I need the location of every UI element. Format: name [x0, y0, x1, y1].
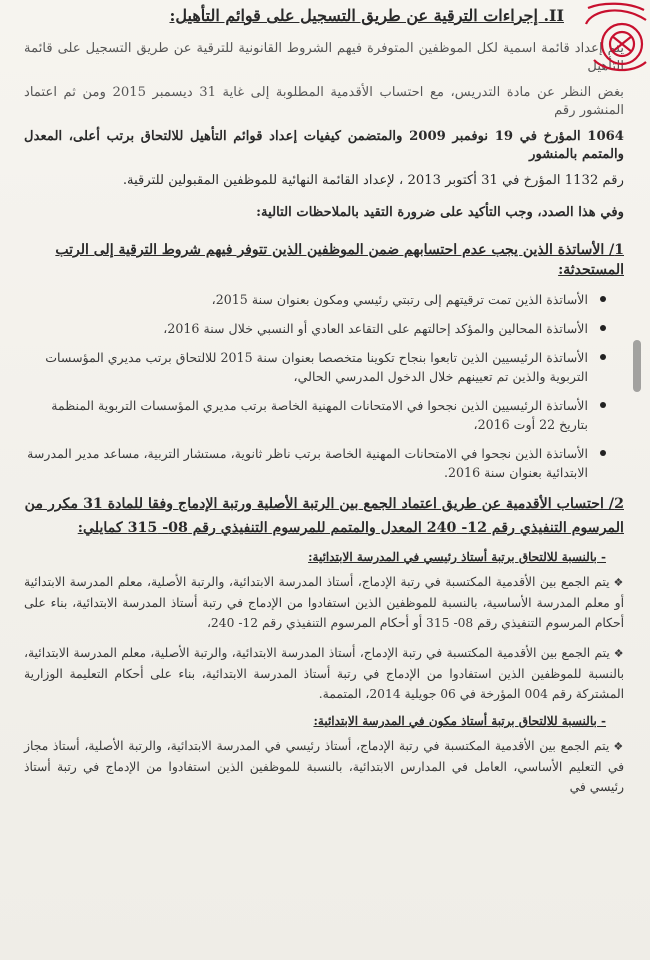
paragraph-text: يتم الجمع بين الأقدمية المكتسبة في رتبة الإدماج، أستاذ رئيسي في المدرسة الابتدائية، والرتبة الأصلية، أستاذ مجاز في التعليم الأساسي، العامل في المدارس الابتدائية، بالنسبة للموظفين الذين استفادوا من الإدماج في رتبة أستاذ رئيسي في: [24, 739, 624, 794]
note-line: وفي هذا الصدد، وجب التأكيد على ضرورة التقيد بالملاحظات التالية:: [256, 205, 624, 220]
list-item: [24, 348, 606, 386]
intro-line: يتم إعداد قائمة اسمية لكل الموظفين المتوفرة فيهم الشروط القانونية للترقية عن طريق التسجيل على قائمة التأهيل: [24, 41, 624, 74]
diamond-bullet-icon: ❖: [613, 576, 624, 589]
list-item: [24, 290, 606, 309]
section1-title: 1/ الأساتذة الذين يجب عدم احتسابهم ضمن الموظفين الذين تتوفر فيهم شروط الترقية إلى الرتب المستحدثة:: [55, 242, 624, 278]
list-item: [24, 396, 606, 434]
scrollbar-thumb[interactable]: [633, 340, 641, 392]
list-item: [24, 444, 606, 482]
bullet-dot-icon: [600, 354, 606, 360]
list-item-text: الأساتذة الذين تمت ترقيتهم إلى رتبتي رئيسي ومكون بعنوان سنة 2015،: [211, 292, 588, 307]
list-item-text: الأساتذة الذين نجحوا في الامتحانات المهنية الخاصة برتب ناظر ثانوية، مستشار التربية، مساعد مدير المدرسة الابتدائية بعنوان سنة 2016.: [27, 446, 588, 480]
list-item-text: الأساتذة الرئيسيين الذين تابعوا بنجاح تكوينا متخصصا بعنوان سنة 2015 للالتحاق برتب مديري المؤسسات التربوية والذين تم تعيينهم خلال الدخول المدرسي الحالي،: [45, 350, 588, 384]
bullet-dot-icon: [600, 296, 606, 302]
section1-list: [24, 290, 624, 482]
official-seal-icon: [582, 0, 648, 78]
paragraph: [24, 643, 624, 704]
diamond-bullet-icon: ❖: [613, 647, 624, 660]
list-item-text: الأساتذة الرئيسيين الذين نجحوا في الامتحانات المهنية الخاصة برتب مديري المؤسسات التربوية المنظمة بتاريخ 22 أوت 2016،: [51, 398, 588, 432]
intro-line: 1064 المؤرخ في 19 نوفمبر 2009 والمتضمن كيفيات إعداد قوائم التأهيل للالتحاق برتب أعلى، المعدل والمتمم بالمنشور: [24, 129, 624, 162]
bullet-dot-icon: [600, 402, 606, 408]
section-heading-procedures: II. إجراءات الترقية عن طريق التسجيل على قوائم التأهيل:: [169, 6, 564, 25]
bullet-dot-icon: [600, 450, 606, 456]
paragraph: [24, 736, 624, 797]
subheading-trainer-teacher: - بالنسبة للالتحاق برتبة أستاذ مكون في المدرسة الابتدائية:: [313, 714, 606, 728]
paragraph-text: يتم الجمع بين الأقدمية المكتسبة في رتبة الإدماج، أستاذ المدرسة الابتدائية، والرتبة الأصلية، معلم المدرسة الابتدائية، بالنسبة للموظفين الذين استفادوا من الإدماج في رتبة أستاذ المدرسة الابتدائية، بناء على أحكام التعليمة الوزارية المشتركة رقم 004 المؤرخة في 06 جويلية 2014، المتممة.: [24, 646, 624, 701]
subheading-principal-teacher: - بالنسبة للالتحاق برتبة أستاذ رئيسي في المدرسة الابتدائية:: [308, 550, 606, 564]
section2-title: 2/ احتساب الأقدمية عن طريق اعتماد الجمع بين الرتبة الأصلية ورتبة الإدماج وفقا للمادة 31 مكرر من المرسوم التنفيذي رقم 12- 240 المعدل والمتمم للمرسوم التنفيذي رقم 08- 315 كمايلي:: [24, 496, 624, 536]
intro-line: رقم 1132 المؤرخ في 31 أكتوبر 2013 ، لإعداد القائمة النهائية للموظفين المقبولين للترقية.: [122, 173, 624, 188]
intro-line: بغض النظر عن مادة التدريس، مع احتساب الأقدمية المطلوبة إلى غاية 31 ديسمبر 2015 ومن ثم اعتماد المنشور رقم: [24, 85, 624, 118]
paragraph: [24, 572, 624, 633]
list-item-text: الأساتذة المحالين والمؤكد إحالتهم على التقاعد العادي أو النسبي خلال سنة 2016،: [163, 321, 588, 336]
paragraph-text: يتم الجمع بين الأقدمية المكتسبة في رتبة الإدماج، أستاذ المدرسة الابتدائية، والرتبة الأصلية، معلم المدرسة الابتدائية أو معلم المدرسة الأساسية، بالنسبة للموظفين الذين استفادوا من الإدماج في رتبة أستاذ المدرسة الابتدائية، بناء على أحكام المرسوم التنفيذي رقم 08- 315 أو أحكام المرسوم التنفيذي رقم 12- 240،: [24, 575, 624, 630]
intro-block: [24, 40, 624, 190]
bullet-dot-icon: [600, 325, 606, 331]
list-item: [24, 319, 606, 338]
diamond-bullet-icon: ❖: [613, 740, 624, 753]
